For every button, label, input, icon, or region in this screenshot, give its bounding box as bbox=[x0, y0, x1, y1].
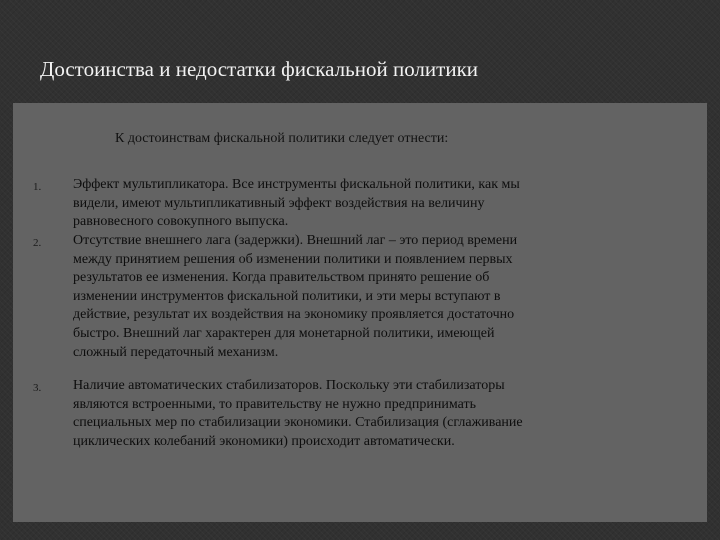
list-item-line: быстро. Внешний лаг характерен для монетарной политики, имеющей bbox=[73, 325, 495, 341]
list-item-text bbox=[73, 176, 603, 232]
list-item-number: 2. bbox=[33, 237, 42, 249]
list-item-line: Наличие автоматических стабилизаторов. Поскольку эти стабилизаторы bbox=[73, 378, 505, 393]
list-item-line: между принятием решения об изменении политики и появлением первых bbox=[73, 251, 513, 267]
list-item-line: являются встроенными, то правительству не нужно предпринимать bbox=[73, 396, 476, 412]
list-item-line: действие, результат их воздействия на экономику проявляется достаточно bbox=[73, 307, 515, 323]
list-item-line: результатов ее изменения. Когда правительством принято решение об bbox=[73, 270, 490, 286]
list-item-line: изменении инструментов фискальной политики, и эти меры вступают в bbox=[73, 288, 501, 304]
intro-text: К достоинствам фискальной политики следует отнести: bbox=[115, 131, 449, 146]
list-item-line: специальных мер по стабилизации экономики. Стабилизация (сглаживание bbox=[73, 415, 523, 431]
list-item-line: сложный передаточный механизм. bbox=[73, 344, 279, 360]
list-item-line: циклических колебаний экономики) происходит автоматически. bbox=[73, 433, 455, 449]
list-item-text bbox=[73, 377, 603, 451]
list-item-number: 1. bbox=[33, 181, 42, 193]
list-item-line: Отсутствие внешнего лага (задержки). Внешний лаг – это период времени bbox=[73, 233, 518, 248]
slide-title: Достоинства и недостатки фискальной политики bbox=[40, 57, 479, 81]
list-item-number: 3. bbox=[33, 382, 42, 394]
list-item-text bbox=[73, 232, 603, 362]
list-item-line: Эффект мультипликатора. Все инструменты фискальной политики, как мы bbox=[73, 177, 520, 192]
list-item-line: равновесного совокупного выпуска. bbox=[73, 214, 289, 230]
list-item-line: видели, имеют мультипликативный эффект воздействия на величину bbox=[73, 195, 485, 211]
